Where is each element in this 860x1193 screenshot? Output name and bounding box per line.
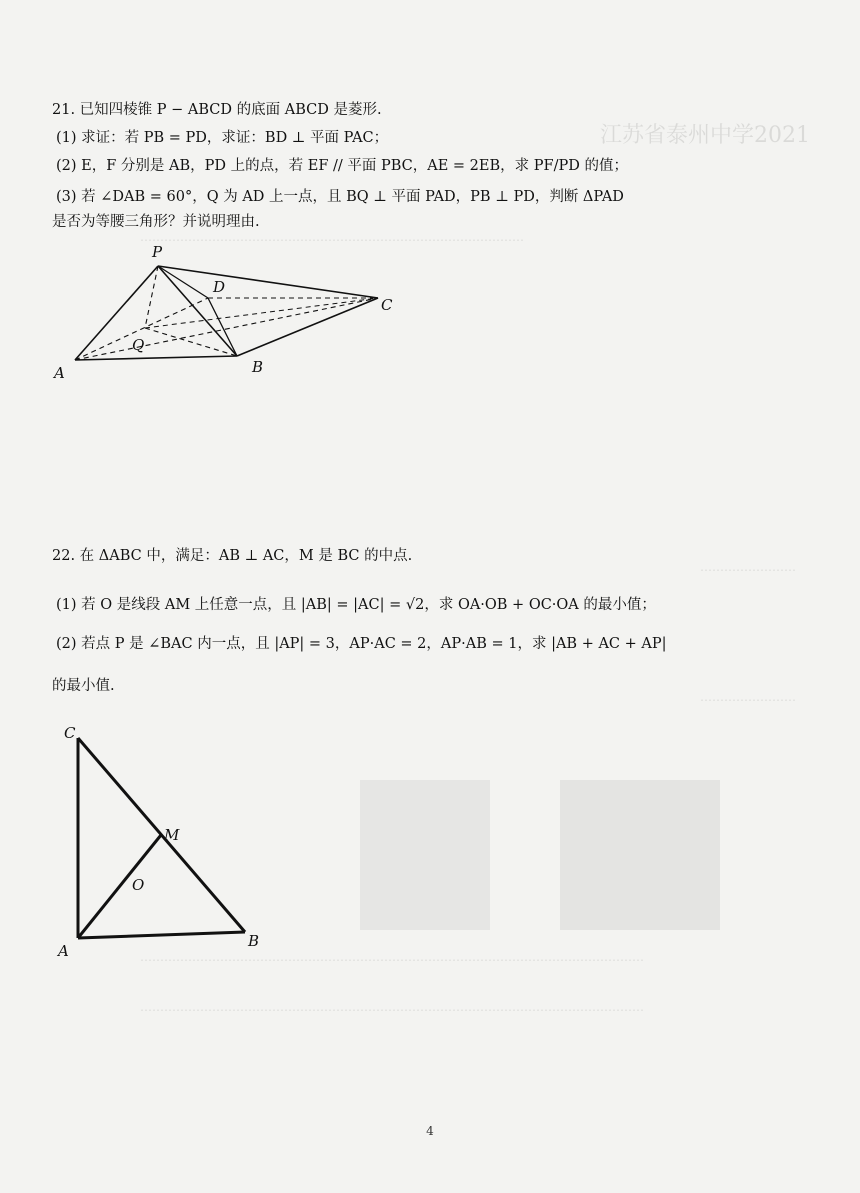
bleed-through-image xyxy=(560,780,720,930)
page-number: 4 xyxy=(426,1124,434,1138)
bleed-through-text: 江苏省泰州中学2021 xyxy=(600,123,810,148)
q21-part3: (3) 若 ∠DAB = 60°，Q 为 AD 上一点，且 BQ ⊥ 平面 PAD，PB ⊥ PD，判断 ΔPAD xyxy=(56,189,624,205)
side-AB xyxy=(78,932,245,938)
label-M: M xyxy=(164,826,180,844)
label-C: C xyxy=(381,296,393,314)
label-P: P xyxy=(152,243,163,261)
q22-part2: (2) 若点 P 是 ∠BAC 内一点，且 |AP| = 3，AP·AC = 2，AP·AB = 1，求 |AB + AC + AP| xyxy=(56,636,667,652)
edge-AB xyxy=(75,356,237,360)
label-D: D xyxy=(213,278,226,296)
triangle-figure xyxy=(50,720,280,960)
q21-part2: (2) E，F 分别是 AB，PD 上的点，若 EF // 平面 PBC，AE = 2EB，求 PF/PD 的值； xyxy=(56,158,628,174)
label-A: A xyxy=(54,364,65,380)
edge-PQ xyxy=(145,266,158,328)
bleed-through-image xyxy=(360,780,490,930)
q21-part3-cont: 是否为等腰三角形？并说明理由. xyxy=(52,214,260,230)
edge-PA xyxy=(75,266,158,360)
edge-PC xyxy=(158,266,378,298)
edge-PD-front xyxy=(158,266,208,298)
edge-PB xyxy=(158,266,237,356)
edge-AC xyxy=(75,298,378,360)
bleed-through-text: …………………… xyxy=(700,690,796,704)
q22-part2-cont: 的最小值. xyxy=(52,678,115,694)
edge-QB xyxy=(145,328,237,356)
q21-part1: (1) 求证：若 PB = PD，求证：BD ⊥ 平面 PAC； xyxy=(56,130,389,146)
bleed-through-text: …………………………………………………………………………………… xyxy=(140,230,524,244)
label-B: B xyxy=(252,358,264,376)
label-A: A xyxy=(58,942,69,960)
median-AM xyxy=(78,835,161,938)
label-O: O xyxy=(132,876,145,894)
bleed-through-text: ……………………………………………………………………………………………………………… xyxy=(140,950,644,964)
bleed-through-text: …………………… xyxy=(700,560,796,574)
side-BC xyxy=(78,738,245,932)
bleed-through-text: ……………………………………………………………………………………………………………… xyxy=(140,1000,644,1014)
label-Q: Q xyxy=(132,336,145,354)
q21-stem: 21. 已知四棱锥 P − ABCD 的底面 ABCD 是菱形. xyxy=(52,102,382,118)
pyramid-figure xyxy=(40,240,400,380)
label-B: B xyxy=(248,932,260,950)
label-C: C xyxy=(64,724,76,742)
q22-stem: 22. 在 ΔABC 中，满足：AB ⊥ AC，M 是 BC 的中点. xyxy=(52,548,413,564)
q22-part1: (1) 若 O 是线段 AM 上任意一点，且 |AB| = |AC| = √2，求 OA·OB + OC·OA 的最小值； xyxy=(56,597,656,613)
